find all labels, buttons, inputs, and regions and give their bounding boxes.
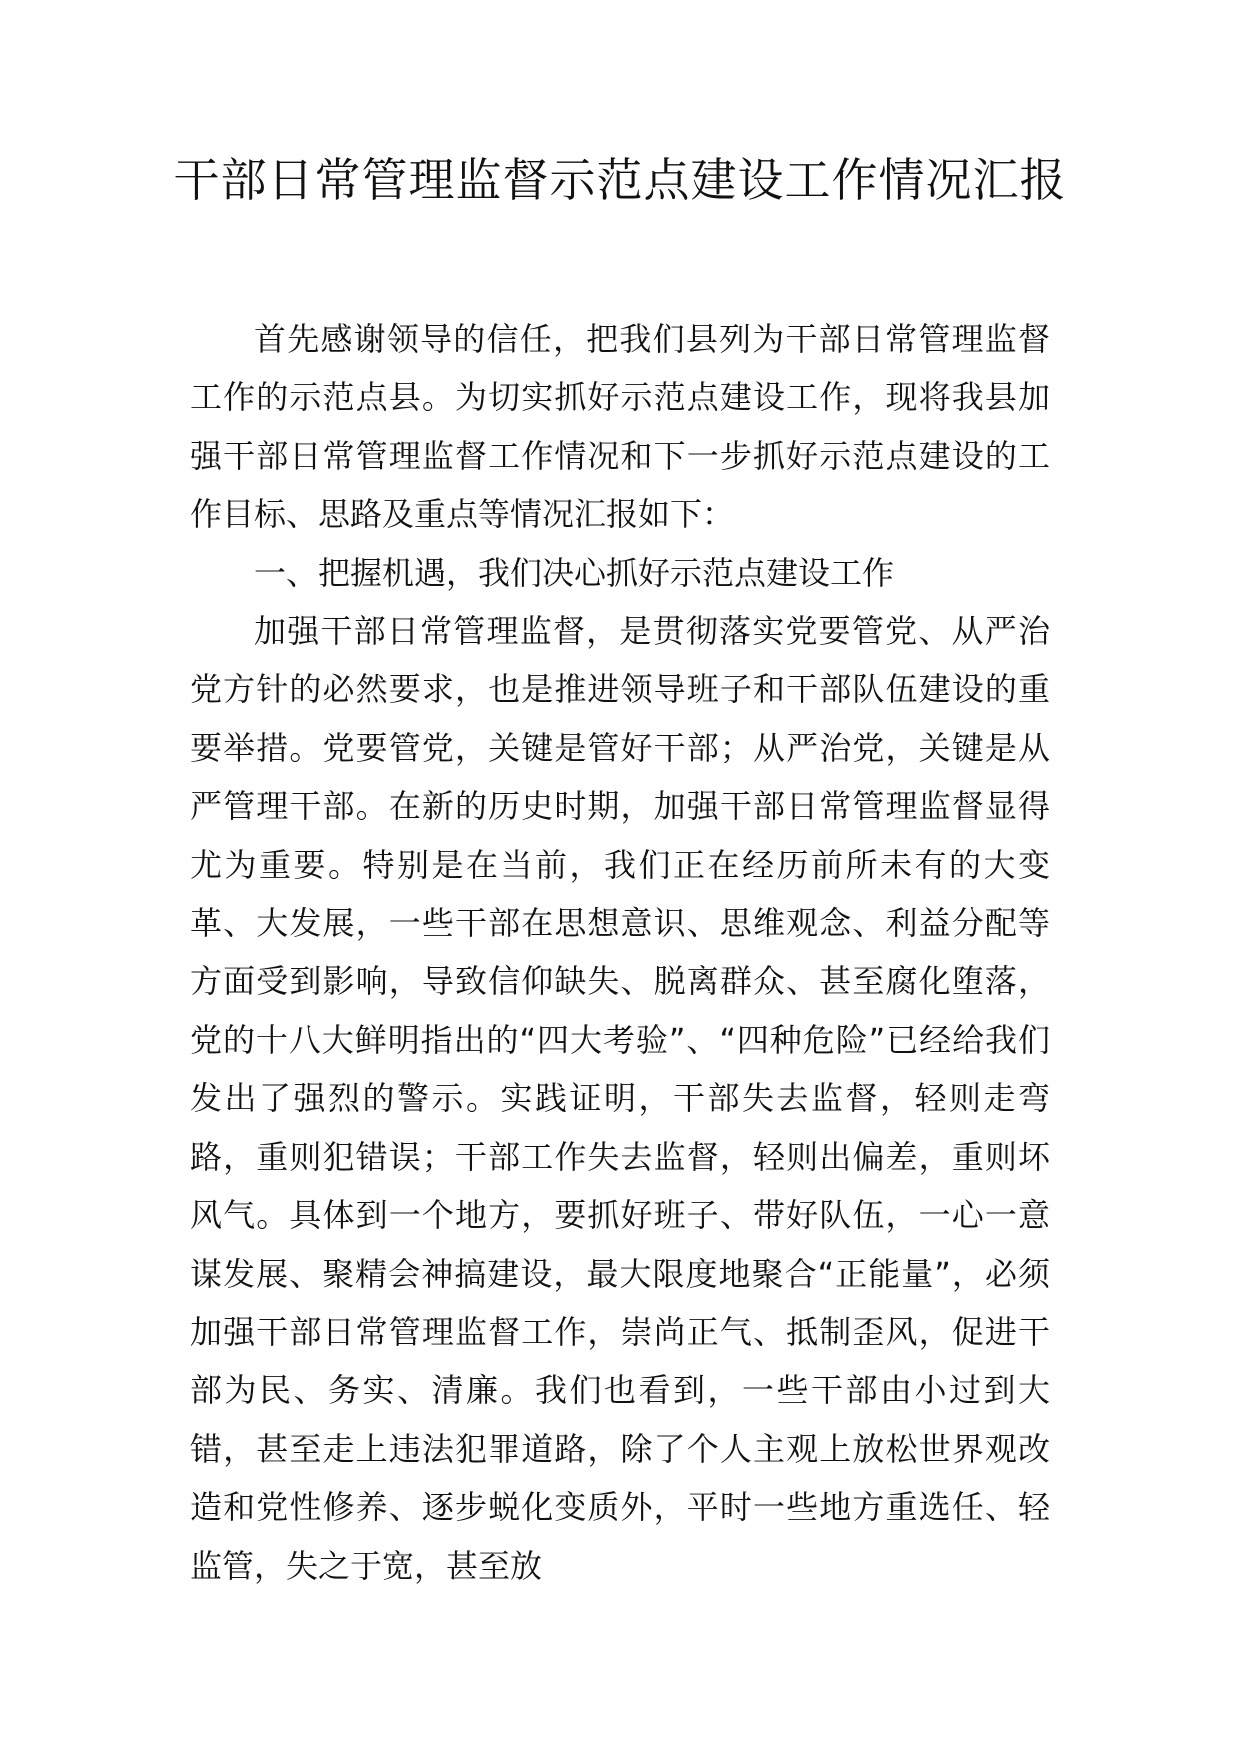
section-heading-1: 一、把握机遇，我们决心抓好示范点建设工作 (254, 553, 895, 592)
document-body (190, 310, 1050, 1595)
body-paragraph: 加强干部日常管理监督，是贯彻落实党要管党、从严治党方针的必然要求，也是推进领导班子和干部队伍建设的重要举措。党要管党，关键是管好干部；从严治党，关键是从严管理干部。在新的历史时期，加强干部日常管理监督显得尤为重要。特别是在当前，我们正在经历前所未有的大变革、大发展，一些干部在思想意识、思维观念、利益分配等方面受到影响，导致信仰缺失、脱离群众、甚至腐化堕落，党的十八大鲜明指出的“四大考验”、“四种危险”已经给我们发出了强烈的警示。实践证明，干部失去监督，轻则走弯路，重则犯错误；干部工作失去监督，轻则出偏差，重则坏风气。具体到一个地方，要抓好班子、带好队伍，一心一意谋发展、聚精会神搞建设，最大限度地聚合“正能量”，必须加强干部日常管理监督工作，崇尚正气、抵制歪风，促进干部为民、务实、清廉。我们也看到，一些干部由小过到大错，甚至走上违法犯罪道路，除了个人主观上放松世界观改造和党性修养、逐步蜕化变质外，平时一些地方重选任、轻监管，失之于宽，甚至放 (190, 612, 1050, 1585)
intro-paragraph: 首先感谢领导的信任，把我们县列为干部日常管理监督工作的示范点县。为切实抓好示范点建设工作，现将我县加强干部日常管理监督工作情况和下一步抓好示范点建设的工作目标、思路及重点等情况汇报如下： (190, 320, 1050, 534)
document-title: 干部日常管理监督示范点建设工作情况汇报 (173, 153, 1067, 207)
